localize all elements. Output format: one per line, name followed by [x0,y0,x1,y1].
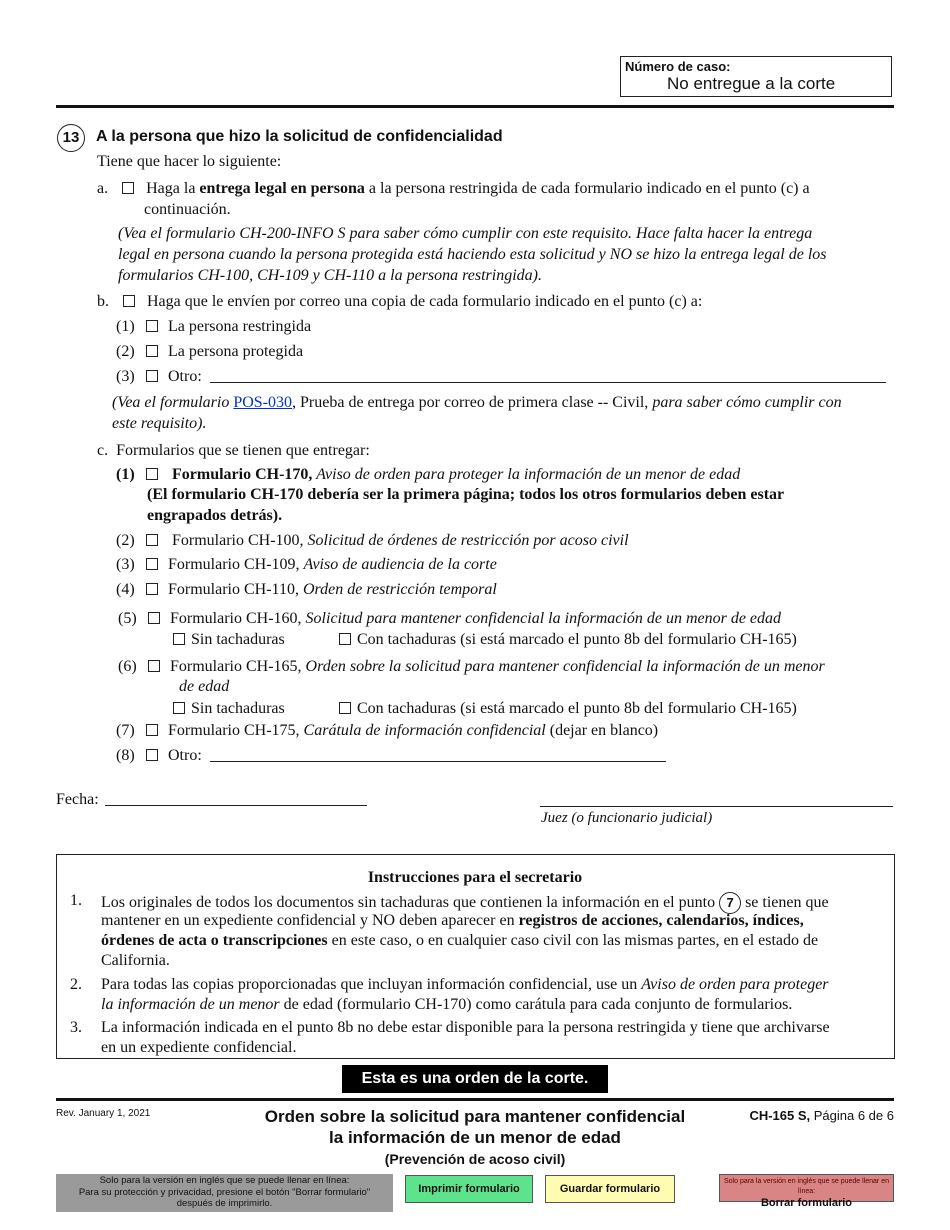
item-a-line2: continuación. [144,201,231,218]
item-c6-italic: Orden sobre la solicitud para mantener confidencial la información de un menor [305,658,825,675]
item-b3-checkbox[interactable] [146,370,158,382]
item-c6-opt1-checkbox[interactable] [173,702,185,714]
date-field[interactable] [105,791,367,806]
save-form-button[interactable]: Guardar formulario [545,1175,675,1203]
item-c1-note1-text: (El formulario CH-170 debería ser la primera página; todos los otros formularios deben estar [147,486,785,503]
item-c6-checkbox[interactable] [148,660,160,672]
item-c2 [116,532,629,550]
item-b1-label: La persona restringida [168,318,312,335]
item-b-note [112,394,842,412]
item-c7 [116,722,658,740]
instruction-1-l1-post: se tienen que [741,894,829,911]
item-b2-label: La persona protegida [168,343,304,360]
item-7-circle: 7 [719,892,741,914]
item-c1-italic: Aviso de orden para proteger la información de un menor de edad [312,466,741,483]
page-number: Página 6 de 6 [810,1108,894,1123]
item-c6-options [173,700,285,718]
section-number-circle: 13 [57,124,85,152]
item-c5-opt2: Con tachaduras (si está marcado el punto 8b del formulario CH-165) [357,631,797,648]
section-title: A la persona que hizo la solicitud de confidencialidad [96,128,503,145]
clear-form-note: Solo para la versión en inglés que se puede llenar en línea: [723,1178,889,1195]
item-c5-italic: Solicitud para mantener confidencial la información de un menor de edad [305,610,782,627]
item-a-text-bold: entrega legal en persona [199,180,365,197]
item-c6-opt2-checkbox[interactable] [339,702,351,714]
item-c3-checkbox[interactable] [146,558,158,570]
item-c8-checkbox[interactable] [146,749,158,761]
item-c7-pre: Formulario CH-175, [168,722,304,739]
item-c5-num: (5) [118,610,137,627]
form-title-line1: Orden sobre la solicitud para mantener confidencial [264,1107,686,1126]
item-c5-pre: Formulario CH-160, [170,610,306,627]
instruction-1-line1 [101,892,829,914]
item-a-note3-text: formularios CH-100, CH-109 y CH-110 a la persona restringida). [118,267,542,284]
item-a-note1-text: (Vea el formulario CH-200-INFO S para saber cómo cumplir con este requisito. Hace falta hacer la entrega [118,225,813,242]
item-c6-italic2: de edad [179,678,230,695]
instruction-1-l2-pre: mantener en un expediente confidencial y NO deben aparecer en [101,912,519,929]
form-id: CH-165 S, [749,1108,811,1123]
header-rule [56,105,894,108]
instruction-1-l3-post: en este caso, o en cualquier caso civil con las mismas partes, en el estado de [327,932,819,949]
item-a-note3 [118,267,542,285]
footer-rule [56,1098,894,1101]
case-number-value[interactable]: No entregue a la corte [667,74,836,93]
privacy-note-line3: después de imprimirlo. [176,1198,273,1209]
instruction-2-line1 [101,976,829,994]
item-b1-checkbox[interactable] [146,320,158,332]
item-b3-num: (3) [116,368,135,385]
item-b2-checkbox[interactable] [146,345,158,357]
item-b-checkbox[interactable] [123,295,135,307]
case-number-label: Número de caso: [625,59,731,74]
item-c8-num: (8) [116,747,135,764]
instruction-1-l1-pre: Los originales de todos los documentos sin tachaduras que contienen la información en el punto [101,894,720,911]
instruction-1-line3 [101,932,818,950]
item-b-note-comma: , [292,394,297,411]
item-c4-italic: Orden de restricción temporal [302,581,497,598]
pos-030-link[interactable]: POS-030 [233,394,293,411]
item-c6 [118,658,825,676]
date-label: Fecha: [56,791,99,808]
item-c2-pre: Formulario CH-100, [172,532,308,549]
instruction-1-line4: California. [101,952,170,969]
item-b-note-pre: (Vea el formulario [112,394,234,411]
item-c5-options [173,631,285,649]
item-b-note-line2 [112,415,207,433]
item-c1-note1 [147,486,784,504]
item-b [97,293,702,311]
item-c3-pre: Formulario CH-109, [168,556,304,573]
instruction-1-line2 [101,912,804,930]
item-b2 [116,343,303,361]
item-a-text-post: a la persona restringida de cada formulario indicado en el punto (c) a [364,180,810,197]
item-c [97,442,370,460]
instruction-3-num: 3. [70,1019,82,1036]
item-c3-num: (3) [116,556,135,573]
item-b-note-italic: para saber cómo cumplir con [652,394,842,411]
instruction-1-num: 1. [70,892,82,909]
item-c2-checkbox[interactable] [146,534,158,546]
section-intro: Tiene que hacer lo siguiente: [97,153,282,170]
instruction-3-line2: en un expediente confidencial. [101,1039,297,1056]
privacy-note-line2: Para su protección y privacidad, presione el botón "Borrar formulario" [78,1186,371,1198]
item-c6-opt2: Con tachaduras (si está marcado el punto 8b del formulario CH-165) [357,700,797,717]
item-c5 [118,610,781,628]
item-c2-num: (2) [116,532,135,549]
instruction-2-l1-italic: Aviso de orden para proteger [641,976,829,993]
item-c6-opt1: Sin tachaduras [191,700,285,717]
item-c6-num: (6) [118,658,137,675]
item-c7-post: (dejar en blanco) [545,722,659,739]
item-b1 [116,318,311,336]
item-c6-line2 [179,678,229,696]
judge-signature-line[interactable] [540,806,893,807]
item-b-letter: b. [97,293,109,310]
item-c-text: Formularios que se tienen que entregar: [116,442,370,459]
item-c7-num: (7) [116,722,135,739]
instruction-2-num: 2. [70,976,82,993]
item-c5-opt1-checkbox[interactable] [173,633,185,645]
item-c8-other-field[interactable] [210,747,666,762]
revision-date: Rev. January 1, 2021 [56,1108,151,1119]
court-order-banner: Esta es una orden de la corte. [342,1065,608,1093]
print-form-button[interactable]: Imprimir formulario [405,1175,533,1203]
item-c3-italic: Aviso de audiencia de la corte [303,556,497,573]
item-b-note-line2-text: este requisito). [112,415,207,432]
clear-form-button[interactable] [719,1174,894,1209]
item-b3-other-field[interactable] [210,368,886,383]
instruction-2-line2 [101,996,792,1014]
item-c8-label: Otro: [168,747,202,764]
item-c7-italic: Carátula de información confidencial [303,722,546,739]
item-c1-note2 [147,507,282,525]
instruction-1-l2-bold: registros de acciones, calendarios, índices, [518,912,804,929]
form-title-line2: la información de un menor de edad [329,1128,621,1147]
form-subtitle: (Prevención de acoso civil) [384,1151,566,1167]
instruction-3-line1: La información indicada en el punto 8b no debe estar disponible para la persona restringida y tiene que archivarse [101,1019,830,1036]
case-number-box [620,56,892,97]
clerk-instructions-title: Instrucciones para el secretario [367,869,583,886]
item-c-letter: c. [97,442,109,459]
item-a [97,180,810,198]
item-a-note2 [118,246,827,264]
item-c5-options-2 [339,631,797,649]
item-c5-checkbox[interactable] [148,612,160,624]
item-b3 [116,368,886,386]
item-c1 [116,466,740,484]
item-b2-num: (2) [116,343,135,360]
item-c5-opt2-checkbox[interactable] [339,633,351,645]
instruction-2-l1-pre: Para todas las copias proporcionadas que incluyan información confidencial, use un [101,976,642,993]
date-row [56,791,367,809]
item-b3-label: Otro: [168,368,202,385]
item-c4-pre: Formulario CH-110, [168,581,303,598]
item-c6-pre: Formulario CH-165, [170,658,306,675]
judge-label: Juez (o funcionario judicial) [541,810,713,826]
item-c1-checkbox[interactable] [146,468,158,480]
instruction-2-l2-italic: la información de un menor [101,996,280,1013]
item-a-note1 [118,225,812,243]
form-page-id [749,1108,894,1123]
item-c4-checkbox[interactable] [146,583,158,595]
item-c2-italic: Solicitud de órdenes de restricción por acoso civil [307,532,629,549]
item-c1-num: (1) [116,466,135,483]
item-a-checkbox[interactable] [122,182,134,194]
item-c3 [116,556,497,574]
item-c1-note2-text: engrapados detrás). [147,507,283,524]
item-c4 [116,581,497,599]
item-a-text-pre: Haga la [146,180,200,197]
item-c1-bold: Formulario CH-170, [172,466,313,483]
item-c8 [116,747,666,765]
item-a-note2-text: legal en persona cuando la persona protegida está haciendo esta solicitud y NO se hizo la entrega legal de los [118,246,827,263]
instruction-1-l3-bold: órdenes de acta o transcripciones [101,932,328,949]
judge-label-row [541,809,712,827]
privacy-note [56,1174,393,1212]
clear-form-label: Borrar formulario [760,1197,853,1209]
item-c4-num: (4) [116,581,135,598]
instruction-2-l2-post: de edad (formulario CH-170) como carátula para cada conjunto de formularios. [279,996,793,1013]
item-c7-checkbox[interactable] [146,724,158,736]
item-c6-options-2 [339,700,797,718]
privacy-note-line1: Solo para la versión en inglés que se puede llenar en línea: [99,1175,350,1186]
item-a-letter: a. [97,180,109,197]
item-b-text: Haga que le envíen por correo una copia de cada formulario indicado en el punto (c) a: [147,293,703,310]
item-b-note-mid: Prueba de entrega por correo de primera clase -- Civil, [296,394,653,411]
item-c5-opt1: Sin tachaduras [191,631,285,648]
item-b1-num: (1) [116,318,135,335]
